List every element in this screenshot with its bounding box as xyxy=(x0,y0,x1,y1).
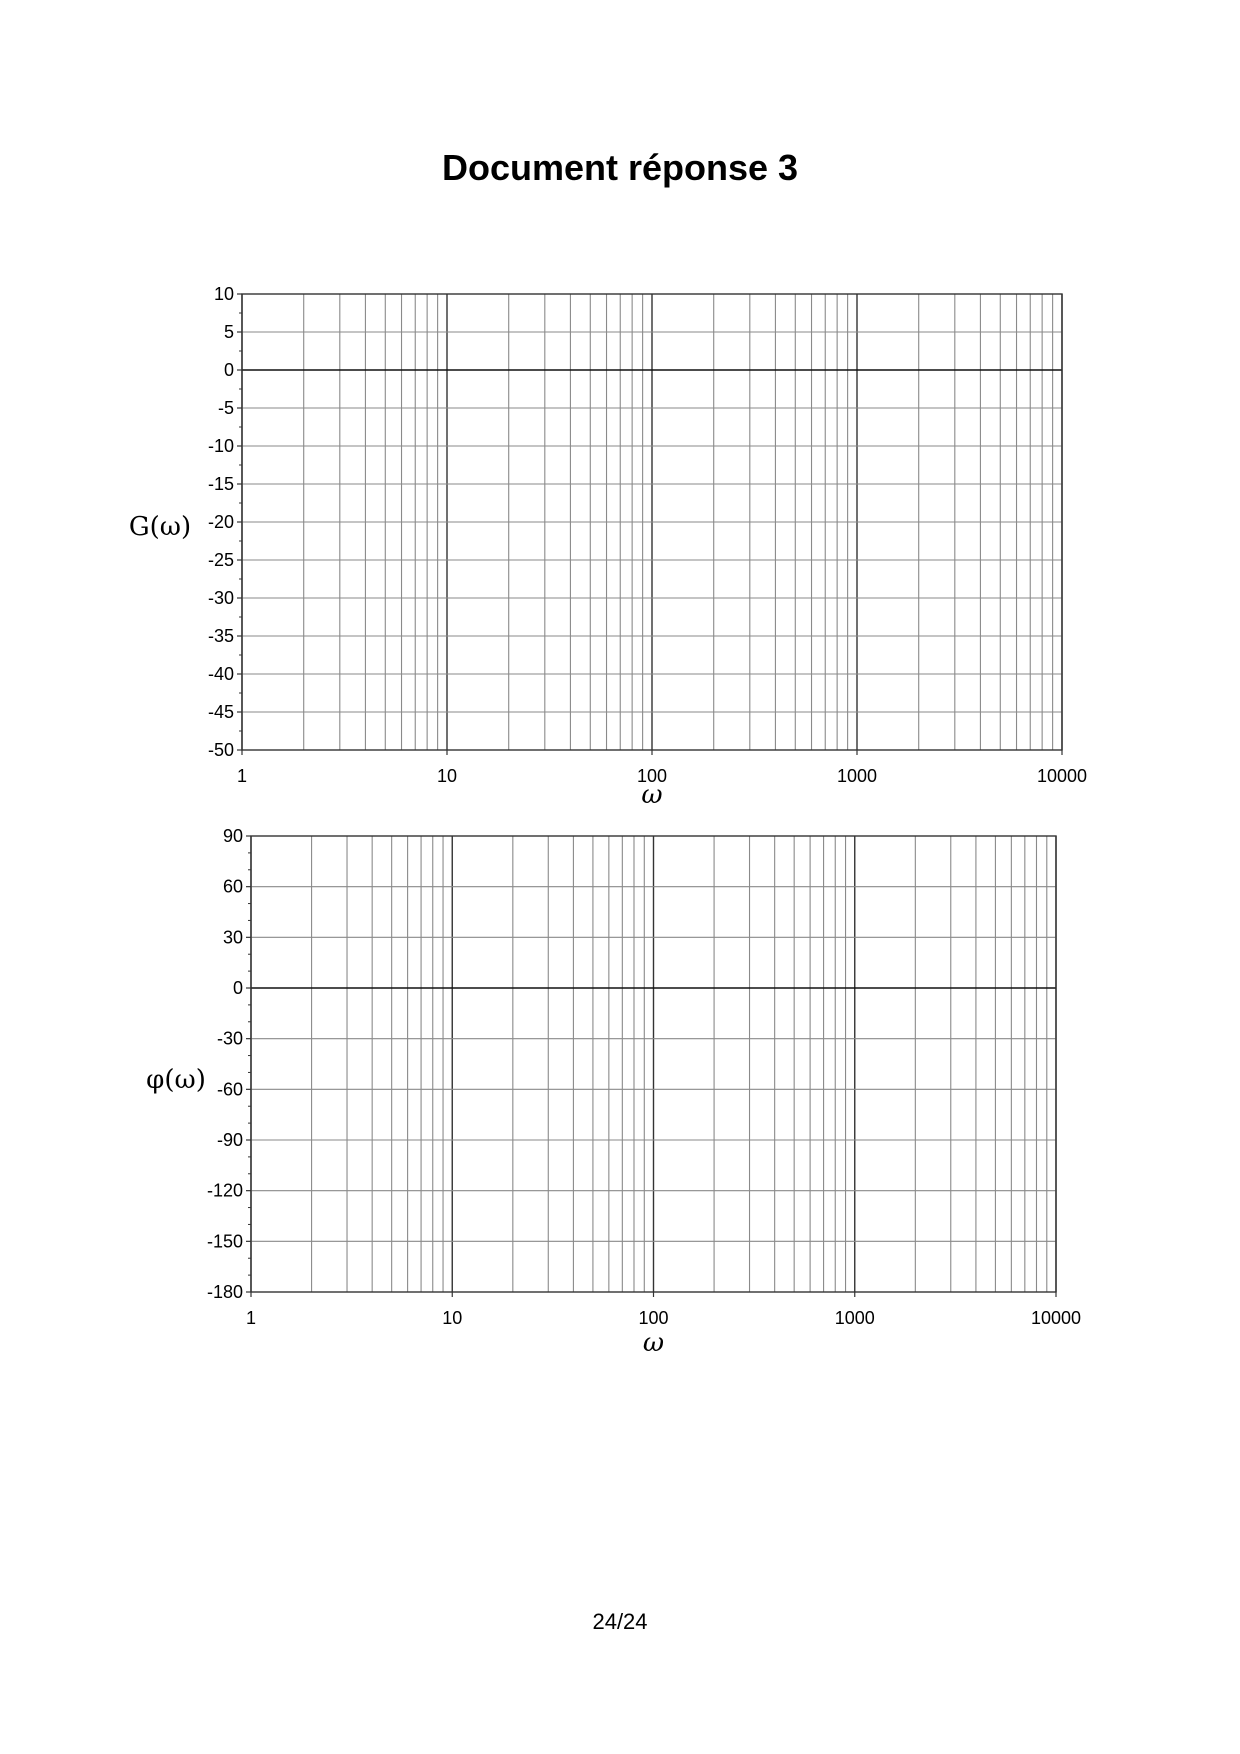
phase-y-tick-label: 0 xyxy=(232,978,243,998)
gain-y-tick-label: 0 xyxy=(223,360,234,380)
gain-y-tick-label: -30 xyxy=(207,588,234,608)
gain-y-tick-label: -45 xyxy=(207,702,234,722)
gain-y-tick-label: -15 xyxy=(207,474,234,494)
phase-y-tick-label: -120 xyxy=(206,1180,243,1201)
gain-x-tick-label: 10000 xyxy=(1036,766,1088,786)
gain-y-axis-label: G(ω) xyxy=(128,512,192,542)
gain-y-tick-label: -50 xyxy=(207,740,234,760)
gain-x-tick-label: 100 xyxy=(636,766,668,786)
gain-y-tick-label: -20 xyxy=(207,512,234,532)
page-title: Document réponse 3 xyxy=(441,147,799,188)
phase-y-tick-label: 90 xyxy=(222,826,243,846)
phase-y-tick-label: 30 xyxy=(222,927,243,948)
phase-x-axis-label: ω xyxy=(642,1328,665,1358)
phase-y-tick-labels xyxy=(207,826,243,1302)
gain-x-axis-label: ω xyxy=(641,780,663,810)
gain-y-tick-label: -35 xyxy=(207,626,234,646)
phase-x-tick-label: 1000 xyxy=(834,1308,875,1328)
phase-x-tick-label: 10000 xyxy=(1030,1308,1082,1328)
phase-x-tick-labels xyxy=(246,1308,1081,1328)
gain-x-tick-label: 10 xyxy=(436,766,458,786)
gain-y-tick-label: 10 xyxy=(213,284,234,304)
gain-y-tick-label: -10 xyxy=(207,436,234,456)
phase-y-tick-label: -150 xyxy=(206,1231,243,1252)
phase-x-tick-label: 1 xyxy=(245,1308,257,1328)
page-number: 24/24 xyxy=(592,1609,648,1634)
phase-y-tick-label: -90 xyxy=(216,1130,243,1150)
gain-x-tick-label: 1000 xyxy=(836,766,878,786)
gain-y-tick-label: -40 xyxy=(207,664,234,684)
phase-x-tick-label: 10 xyxy=(442,1308,463,1328)
phase-grid xyxy=(251,836,1056,1292)
phase-y-ticks xyxy=(246,836,1056,1297)
gain-y-tick-label: -5 xyxy=(217,398,234,418)
phase-y-tick-label: 60 xyxy=(222,876,243,897)
phase-y-axis-label: φ(ω) xyxy=(146,1065,206,1095)
gain-y-tick-label: -25 xyxy=(207,550,234,570)
phase-y-tick-label: -30 xyxy=(216,1028,243,1049)
phase-y-tick-label: -60 xyxy=(216,1079,243,1100)
gain-y-tick-label: 5 xyxy=(223,322,234,342)
phase-x-tick-label: 100 xyxy=(638,1308,669,1328)
gain-x-tick-label: 1 xyxy=(236,766,248,786)
phase-y-tick-label: -180 xyxy=(206,1282,243,1302)
